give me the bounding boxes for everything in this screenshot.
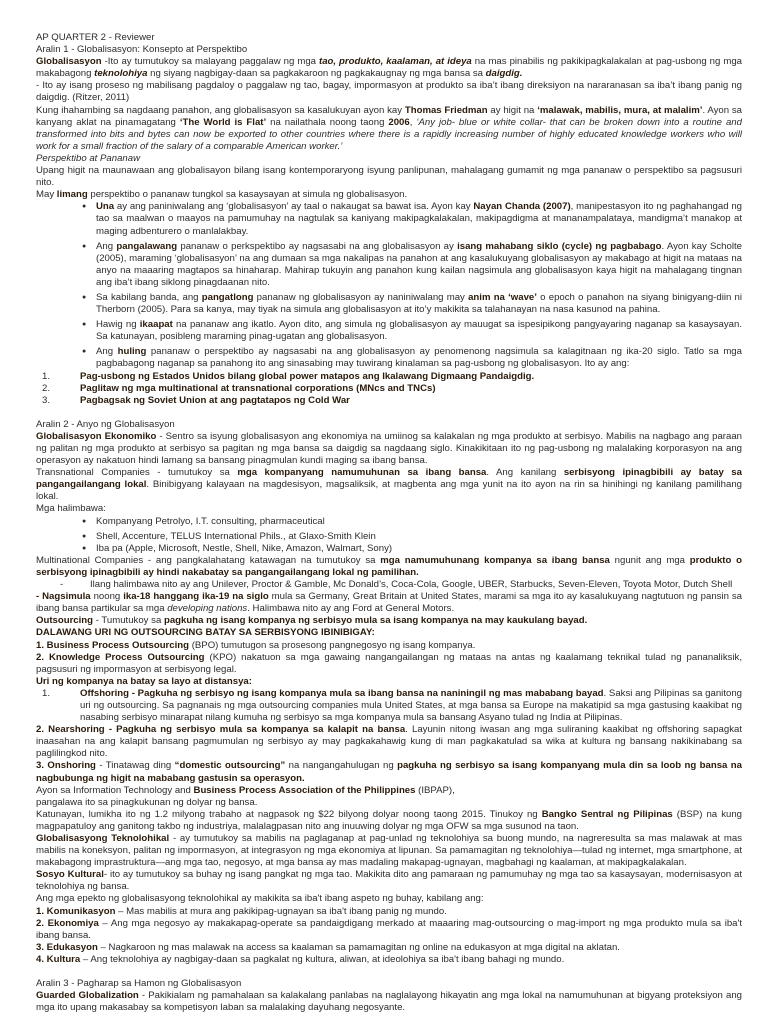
katunayan-text: Katunayan, lumikha ito ng 1.2 milyong trabaho at nagpasok ng $22 bilyong dolyar noong taong 2015. Tinukoy ng: [36, 808, 542, 820]
effect-term: 3. Edukasyon: [36, 941, 98, 953]
friedman-book: ‘The World is Flat’: [179, 116, 267, 128]
limang-text-c: perspektibo o pananaw tungkol sa kasaysayan at simula ng globalisasyon.: [87, 189, 408, 201]
tnc-examples-list: [36, 516, 742, 555]
offshoring-text: . Saksi ang Pilipinas sa ganitong uri ng outsourcing. Sa pagnanais ng mga outsourcing companies mula United States, at mga bansa sa Europe na makatipid sa mga gastusing kaakibat ng nasabing serbisyo minarapat nilang kumuha ng serbisyo sa mga kompanya mula sa bansang Asyano tulad ng India at Pilipinas.: [80, 687, 742, 724]
mnc-examples-list: [36, 579, 742, 591]
teknolohikal-text: - ay tumutukoy sa mabilis na paglaganap at pag-unlad ng teknolohiya sa buong mundo, na nagreresulta sa mas malawak at mas mabilis na koneksyon, palitan ng impormasyon, at integrasyon ng mga ekonomiya at lipunan. Sa pamamagitan ng teknolohiya—tulad ng internet, mga smartphone, at makabagong imprastruktura—ang mga tao, negosyo, at mga bansa ay mas madaling makapag-ugnayan, magbahagi ng kaalaman, at makipagkalakalan.: [36, 833, 742, 869]
bullet-text: , manipestasyon ito ng paghahangad ng tao sa maalwan o maayos na pamumuhay na nagtulak sa kaniyang makipagkalakalan, makipagdigma at mananampalataya, mandigma’t manakop at maging adbenturero o manlalakbay.: [96, 201, 742, 237]
def-text-a: -Ito ay tumutukoy sa malayang paggalaw ng mga: [101, 56, 319, 68]
effect-item-3: [36, 942, 742, 954]
perspektibo-item-3: [96, 292, 742, 316]
mnc-keyword: mga namumuhunang kompanya sa ibang bansa: [380, 554, 610, 566]
bullet-text: Hawig ng: [96, 319, 140, 331]
teknolohikal-term: Globalisasyong Teknolohikal: [36, 833, 170, 844]
tnc-example: ● Kompanyang Petrolyo, I.T. consulting, pharmaceutical: [96, 516, 742, 528]
onshoring-keyword: “domestic outsourcing”: [174, 760, 286, 772]
guarded-globalization-text: - Pakikialam ng pamahalaan sa kalakalang panlabas na naglalayong hikayatin ang mga lokal na namumuhunan at bigyang proteksiyon ang mga ito upang makasabay sa kompetisyon laban sa malalaking dayuhang negosyante.: [36, 990, 742, 1014]
effect-item-4: [36, 954, 742, 966]
bullet-keyword: anim na ‘wave’: [468, 291, 537, 303]
bullet-keyword: isang mahabang siklo (cycle) ng pagbabago: [457, 240, 662, 252]
bullet-keyword: Una: [96, 201, 115, 213]
tnc-text: . Binibigyang kalayaan na magdesisyon, magsaliksik, at magbenta ang mga yunit na ito ayon na rin sa hinihingi ng kanilang pamilihang lokal.: [36, 479, 742, 503]
def-text-c: na mas pinabilis ng pakikipagkalakalan at pag-usbong ng mga makabagong: [36, 56, 742, 80]
guarded-globalization-term: Guarded Globalization: [36, 990, 139, 1002]
ibpap-text: Ayon sa Information Technology and: [36, 784, 194, 796]
tnc-text: . Ang kanilang: [486, 467, 564, 479]
friedman-paragraph: [36, 105, 742, 153]
bullet-text: Ang: [96, 240, 117, 252]
mnc-example: - Ilang halimbawa nito ay ang Unilever, Proctor & Gamble, Mc Donald’s, Coca-Cola, Google, UBER, Starbucks, Seven-Eleven, Toyota Motor, Dutch Shell: [90, 579, 742, 591]
globalisasyon-definition: [36, 56, 742, 80]
effect-text: – Nagkaroon ng mas malawak na access sa kaalaman sa pamamagitan ng online na edukasyon at mga digital na aklatan.: [97, 941, 620, 953]
limang-word: limang: [56, 189, 88, 201]
item-number: 3.: [42, 394, 51, 406]
bullet-keyword: pangalawang: [116, 240, 178, 252]
offshoring-item: [36, 688, 742, 724]
offshoring-number: 1.: [42, 687, 51, 699]
mnc-text: ngunit ang mga: [609, 554, 690, 566]
perspektibo-item-2: [96, 241, 742, 289]
ekonomiko-term: Globalisasyon Ekonomiko: [36, 430, 157, 442]
ekonomiko-text: - Sentro sa isyung globalisasyon ang ekonomiya na umiinog sa kalakalan ng mga produkto at serbisyo. Mabilis na nagbago ang paraan ng palitan ng mga produkto at serbisyo sa pagitan ng mga bansa sa daigdig sa nagdaang siglo. Kinakikitaan ito ng pag-usbong ng malalaking korporasyon na ang operasyon ay nakatuon hindi lamang sa bansang pinagmulan kundi maging sa ibang bansa.: [36, 430, 742, 467]
lesson-1-heading: Aralin 1 - Globalisasyon: Konsepto at Perspektibo: [36, 44, 248, 56]
nag-text: mula sa Germany, Great Britain at United States, marami sa mga ito ay kasalukuyang nagtutuon ng pansin sa ibang bansa partikular sa mga: [36, 591, 742, 615]
sosyo-kultural-paragraph: [36, 869, 742, 893]
def-term: Globalisasyon: [36, 56, 102, 68]
bullet-text: Ang: [96, 346, 118, 358]
pagbabago-item-2: [36, 383, 742, 395]
friedman-text-i: ,: [409, 116, 417, 128]
teknolohikal-paragraph: [36, 833, 742, 869]
friedman-text-a: Kung ihahambing sa nagdaang panahon, ang globalisasyon sa kasalukuyan ayon kay: [36, 104, 405, 116]
bullet-keyword: Nayan Chanda (2007): [473, 201, 571, 213]
bullet-text: . Ayon kay Scholte (2005), maraming ‘globalisasyon’ na ang dumaan sa mga nakalipas na panahon at ang kasalukuyang globalisasyon ay makabago at higit na mataas na anyo na maaaring magtapos sa hinaharap. Mahirap tukuyin ang panahon kung kailan nagsimula ang globalisasyon kaya higit na mahalagang tingnan ang iba’t ibang siklong pinagdaanan nito.: [96, 240, 742, 288]
friedman-quote: ‘Any job- blue or white collar- that can be broken down into a routine and transformed into bits and bytes can now be exported to other countries where there is a rapidly increasing number of highly educated knowledge workers who will work for a small fraction of the salary of a comparable American worker.’: [36, 116, 742, 152]
bpo-text: (BPO) tumutugon sa prosesong pangnegosyo ng isang kompanya.: [189, 639, 476, 651]
bullet-text: Sa kabilang banda, ang: [96, 291, 202, 303]
offshoring-keyword: - Pagkuha ng serbisyo ng isang kompanya mula sa ibang bansa na naniningil ng mas mababang bayad: [129, 687, 604, 699]
friedman-traits: ‘malawak, mabilis, mura, at malalim’: [537, 104, 703, 116]
katunayan-text: (BSP) na kung magpapatuloy ang ganitong takbo ng industriya, malalagpasan nito ang inuuwing dolyar ng mga OFW sa mga susunod na taon.: [36, 808, 742, 832]
limang-text-a: May: [36, 189, 57, 201]
tnc-example: ● Shell, Accenture, TELUS International Phils., at Glaxo-Smith Klein: [96, 531, 742, 543]
bpo-term: 1. Business Process Outsourcing: [36, 639, 190, 651]
def-text-f: daigdig.: [485, 68, 523, 80]
sosyo-kultural-term: Sosyo Kultural: [36, 869, 104, 881]
effect-term: 1. Komunikasyon: [36, 905, 116, 917]
epekto-intro: Ang mga epekto ng globalisasyong teknolohikal ay makikita sa iba't ibang aspeto ng buhay, kabilang ang:: [36, 893, 484, 905]
bullet-text: pananaw o perspektibo ay nagsasabi na ang globalisasyon ay penomenong nagsimula sa kalagitnaan ng ika-20 siglo. Tatlo sa mga pagbabagong naganap sa panahong ito ang sinasabing may tuwirang kinalaman sa pag-usbong ng globalisasyon. Ito ay ang:: [96, 346, 742, 370]
def-text-b: tao, produkto, kaalaman, at ideya: [319, 56, 472, 68]
multinational-paragraph: [36, 555, 742, 579]
kpo-term: 2. Knowledge Process Outsourcing: [36, 651, 205, 663]
bullet-text: na pananaw ang ikatlo. Ayon dito, ang simula ng globalisasyon ay mauugat sa ispesipikong pangyayaring naganap sa kasaysayan. Sa katunayan, posibleng maraming pinag-ugatan ang globalisasyon.: [96, 319, 742, 343]
onshoring-term: 3. Onshoring: [36, 760, 96, 772]
lesson-2-section: [36, 419, 742, 966]
def-text-d: teknolohiya: [94, 68, 148, 80]
ibpap-name: Business Process Association of the Philippines: [193, 784, 416, 796]
perspektibo-list: [36, 201, 742, 370]
outsourcing-keyword: pagkuha ng isang kompanya ng serbisyo mula sa isang kompanya na may kaukulang bayad.: [163, 615, 588, 627]
effect-term: 2. Ekonomiya: [36, 917, 99, 929]
nag-keyword: ika-18 hanggang ika-19 na siglo: [123, 591, 269, 603]
nearshoring-keyword: - Pagkuha ng serbisyo mula sa kompanya sa kalapit na bansa: [104, 724, 406, 736]
ekonomiko-paragraph: [36, 431, 742, 467]
nearshoring-text: . Layunin nitong iwasan ang mga suliraning kaakibat ng offshoring sapagkat inaasahan na ang kalapit bansang pagmumulan ng serbisyo ay may pagkakahawig kung di man pagkakatulad sa wika at kultura ng bansang nakikinabang sa paglilingkod nito.: [36, 724, 742, 760]
lesson-3-section: [36, 978, 742, 1014]
nag-text: . Halimbawa nito ay ang Ford at General Motors.: [247, 603, 455, 615]
perspektibo-intro: Upang higit na maunawaan ang globalisayon bilang isang kontemporaryong isyung panlipunan, mahalagang gumamit ng mga pananaw o perspektibo sa pagsusuri nito.: [36, 165, 742, 189]
bsp-name: Bangko Sentral ng Pilipinas: [541, 808, 673, 820]
onshoring-text: - Tinatawag ding: [95, 760, 175, 772]
bullet-text: pananaw ng globalisasyon ay naniniwalang may: [253, 291, 469, 303]
friedman-name: Thomas Friedman: [404, 104, 488, 116]
def-text-e: ng siyang nagbigay-daan sa pagkakaroon ng pagkakaugnay ng mga bansa sa: [147, 68, 486, 80]
item-text: Paglitaw ng mga multinational at transnational corporations (MNcs and TNCs): [80, 382, 436, 394]
lesson-3-heading: Aralin 3 - Pagharap sa Hamon ng Globalisasyon: [36, 978, 242, 990]
friedman-text-e: . Ayon sa kanyang aklat na pinamagatang: [36, 104, 742, 128]
friedman-year: 2006: [388, 116, 410, 128]
perspektibo-item-1: [96, 201, 742, 237]
effect-text: – Mas mabilis at mura ang pakikipag-ugnayan sa iba't ibang panig ng mundo.: [115, 905, 447, 917]
outsourcing-paragraph: [36, 615, 742, 627]
dalawang-uri-heading: [36, 627, 742, 639]
bullet-keyword: ikaapat: [139, 319, 173, 331]
onshoring-item: [36, 760, 742, 784]
ibpap-text: (IBPAP),: [415, 784, 455, 796]
item-number: 1.: [42, 370, 51, 382]
tnc-keyword: serbisyong ipinagbibili ay batay sa pangangailangang lokal: [36, 467, 742, 491]
friedman-text-g: na nailathala noong taong: [266, 116, 389, 128]
pagbabago-list: [36, 371, 742, 407]
friedman-text-c: ay higit na: [487, 104, 538, 116]
ibpap-paragraph: [36, 785, 742, 797]
bullet-text: pananaw o perkspektibo ay nagsasabi na ang globalisasyon ay: [177, 240, 458, 252]
effect-text: – Ang mga negosyo ay makakapag-operate sa pandaigdigang merkado at maaaring mag-outsourcing o mag-import ng mga produkto mula sa iba't ibang bansa.: [36, 917, 742, 941]
item-number: 2.: [42, 382, 51, 394]
tnc-text: Transnational Companies - tumutukoy sa: [36, 467, 238, 479]
effect-item-1: [36, 906, 742, 918]
onshoring-text: na nangangahulugan ng: [285, 760, 398, 772]
nearshoring-term: 2. Nearshoring: [36, 724, 105, 736]
nearshoring-item: [36, 724, 742, 760]
bpo-item: [36, 640, 742, 652]
bullet-keyword: huling: [117, 346, 147, 358]
mnc-keyword: produkto o serbisyong ipinagbibili ay hindi nakabatay sa pangangailangang lokal ng pamilihan.: [36, 554, 742, 578]
perspektibo-heading-text: Perspektibo at Pananaw: [36, 152, 140, 164]
lesson-1-section: [36, 44, 742, 407]
effect-text: – Ang teknolohiya ay nagbigay-daan sa pagkalat ng kultura, aliwan, at ideolohiya sa iba't ibang bahagi ng mundo.: [80, 953, 565, 965]
onshoring-keyword: pagkuha ng serbisyo sa isang kompanyang mula din sa loob ng bansa na nagbubunga ng higit na mababang gastusin sa operasyon.: [36, 760, 742, 784]
halimbawa-label: Mga halimbawa:: [36, 503, 106, 515]
lesson-2-heading: Aralin 2 - Anyo ng Globalisasyon: [36, 418, 175, 430]
limang-perspektibo: [36, 189, 742, 201]
uri-layo-heading: [36, 676, 742, 688]
perspektibo-item-5: [96, 346, 742, 370]
transnational-paragraph: [36, 467, 742, 503]
nag-italic: developing nations: [167, 603, 248, 615]
effect-item-2: [36, 918, 742, 942]
bullet-keyword: pangatlong: [201, 291, 254, 303]
perspektibo-heading: [36, 153, 742, 165]
guarded-globalization-paragraph: [36, 990, 742, 1014]
dalawang-uri-text: DALAWANG URI NG OUTSOURCING BATAY SA SERBISYONG IBINIBIGAY:: [36, 627, 375, 639]
nag-keyword: - Nagsimula: [36, 591, 91, 603]
pagbabago-item-3: [36, 395, 742, 407]
item-text: Pagbagsak ng Soviet Union at ang pagtatapos ng Cold War: [80, 394, 350, 406]
document-title: AP QUARTER 2 - Reviewer: [36, 32, 155, 43]
tnc-example: ● Iba pa (Apple, Microsoft, Nestle, Shell, Nike, Amazon, Walmart, Sony): [96, 543, 742, 555]
uri-layo-text: Uri ng kompanya na batay sa layo at distansya:: [36, 675, 252, 687]
bullet-text: o epoch o panahon na siyang binigyang-diin ni Therborn (2005). Para sa kanya, may tiyak na simula ang globalisasyon at ito’y makikita sa talahanayan na nasa kasunod na pahina.: [96, 291, 743, 316]
tnc-keyword: mga kompanyang namumuhunan sa ibang bansa: [237, 467, 487, 479]
pagbabago-item-1: [36, 371, 742, 383]
kpo-text: (KPO) nakatuon sa mga gawaing nangangailangan ng mataas na antas ng kaalamang teknikal tulad ng pananaliksik, pagsusuri ng impormasyon at serbisyong legal.: [36, 651, 743, 675]
mnc-text: Multinational Companies - ang pangkalahatang katawagan na tumutukoy sa: [36, 554, 381, 566]
offshoring-term: Offshoring: [80, 687, 130, 699]
kpo-item: [36, 652, 742, 676]
outsourcing-text: - Tumutukoy sa: [93, 615, 164, 627]
perspektibo-item-4: [96, 319, 742, 343]
nag-text: noong: [90, 591, 124, 603]
katunayan-paragraph: [36, 809, 742, 833]
ritzer-definition: - Ito ay isang proseso ng mabilisang pagdaloy o paggalaw ng tao, bagay, impormasyon at produkto sa iba’t ibang direksiyon na nararanasan sa iba’t ibang panig ng daigdig. (Ritzer, 2011): [36, 80, 742, 104]
item-text: Pag-usbong ng Estados Unidos bilang global power matapos ang Ikalawang Digmaang Pandaigdig.: [80, 370, 535, 382]
dolyar-line: pangalawa ito sa pinagkukunan ng dolyar ng bansa.: [36, 796, 258, 808]
effect-term: 4. Kultura: [36, 953, 81, 965]
bullet-text: ay ang paniniwalang ang ‘globalisasyon’ ay taal o nakaugat sa bawat isa. Ayon kay: [114, 201, 474, 213]
sosyo-kultural-text: - ito ay tumutukoy sa buhay ng isang pangkat ng mga tao. Makikita dito ang pamaraan ng pamumuhay ng mga tao sa kasaysayan, modernisasyon at teknolohiya ng bansa.: [36, 869, 742, 893]
nagsimula-paragraph: [36, 591, 742, 615]
outsourcing-term: Outsourcing: [36, 615, 94, 627]
